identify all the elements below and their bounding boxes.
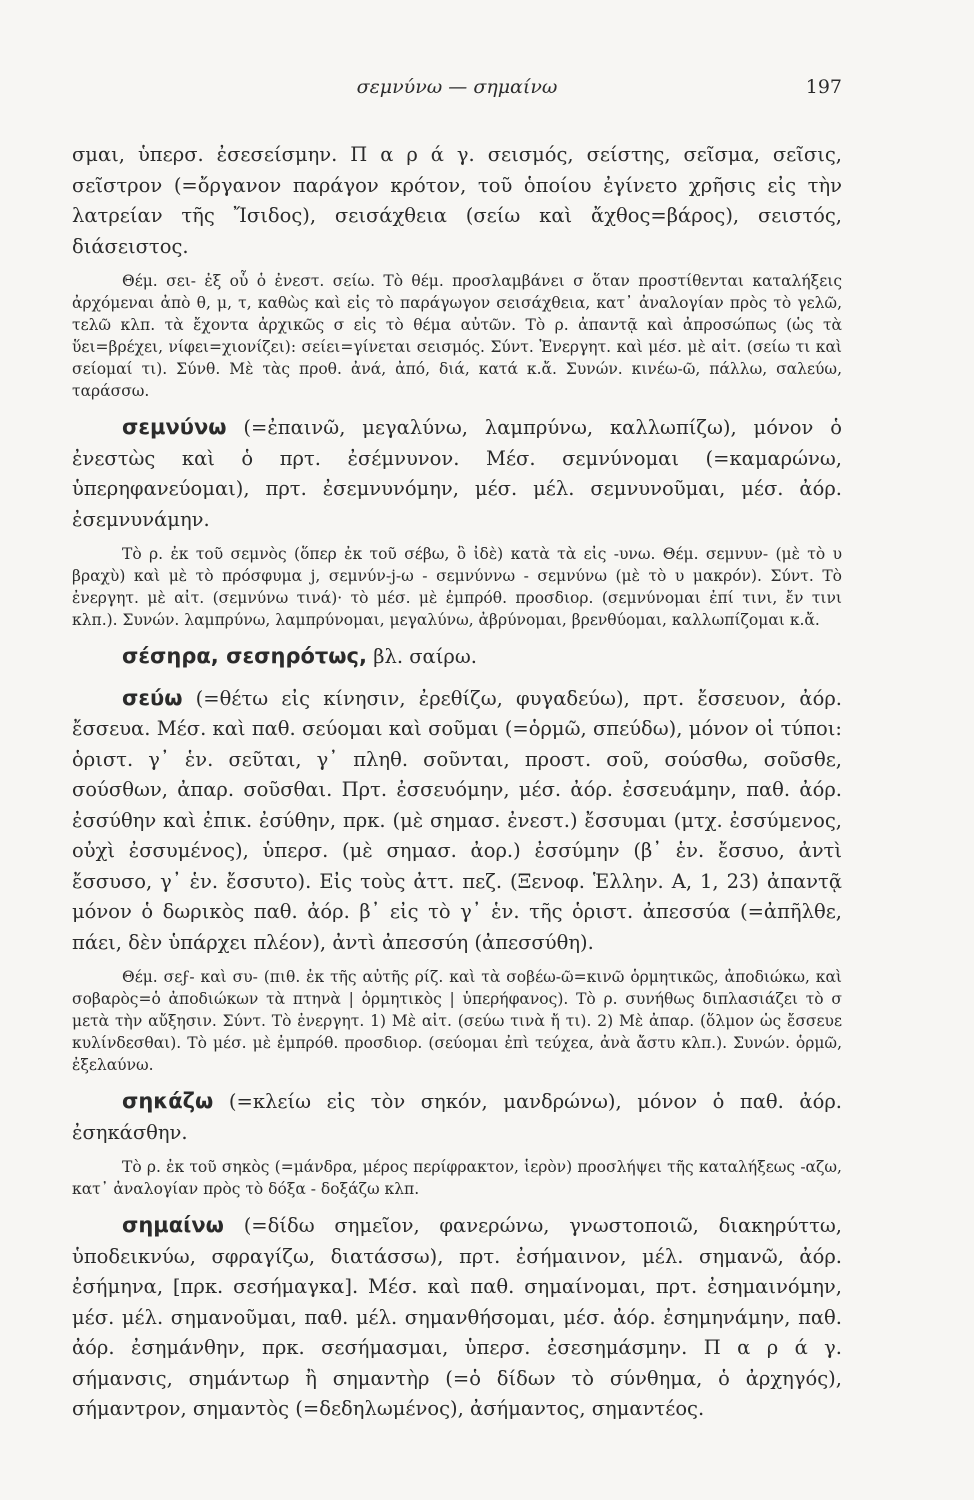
entry-definition: βλ. σαίρω. xyxy=(367,645,477,668)
dictionary-entry xyxy=(72,683,842,959)
running-title: σεμνύνω — σημαίνω xyxy=(356,76,558,98)
entry-headword: σηκάζω xyxy=(122,1089,214,1113)
entry-headword: σημαίνω xyxy=(122,1213,224,1237)
dictionary-entry xyxy=(72,1210,842,1425)
entry-definition: (=δίδω σημεῖον, φανερώνω, γνωστοποιῶ, διακηρύττω, ὑποδεικνύω, σφραγίζω, διατάσσω), πρτ. ἐσήμαινον, μέλ. σημανῶ, ἀόρ. ἐσήμηνα, [πρκ. σεσήμαγκα]. Μέσ. καὶ παθ. σημαίνομαι, πρτ. ἐσημαινόμην, μέσ. μέλ. σημανοῦμαι, παθ. μέλ. σημανθήσομαι, μέσ. ἀόρ. ἐσημηνάμην, παθ. ἀόρ. ἐσημάνθην, πρκ. σεσήμασμαι, ὑπερσ. ἐσεσημάσμην. Π α ρ ά γ. σήμανσις, σημάντωρ ἢ σημαντὴρ (=ὁ δίδων τὸ σύνθημα, ὁ ἀρχηγός), σήμαντρον, σημαντὸς (=δεδηλωμένος), ἀσήμαντος, σημαντέος. xyxy=(72,1214,842,1420)
entry-definition: (=κλείω εἰς τὸν σηκόν, μανδρώνω), μόνον ὁ παθ. ἀόρ. ἐσηκάσθην. xyxy=(72,1090,842,1144)
etymology-note: Τὸ ρ. ἐκ τοῦ σεμνὸς (ὅπερ ἐκ τοῦ σέβω, ὃ ἰδὲ) κατὰ τὰ εἰς -υνω. Θέμ. σεμνυν- (μὲ τὸ υ βραχὺ) καὶ μὲ τὸ πρόσφυμα j, σεμνύν-j-ω - σεμνύννω - σεμνύνω (μὲ τὸ υ μακρόν). Σύντ. Τὸ ἐνεργητ. μὲ αἰτ. (σεμνύνω τινά)· τὸ μέσ. μὲ ἐμπρόθ. προσδιορ. (σεμνύνομαι ἐπί τινι, ἔν τινι κλπ.). Συνών. λαμπρύνω, λαμπρύνομαι, μεγαλύνω, ἀβρύνομαι, βρενθύομαι, καλλωπίζομαι κ.ἄ. xyxy=(72,545,842,629)
page-body xyxy=(72,140,842,1425)
etymology-note: Θέμ. σει- ἐξ οὗ ὁ ἐνεστ. σείω. Τὸ θέμ. προσλαμβάνει σ ὅταν προστίθενται καταλήξεις ἀρχόμεναι ἀπὸ θ, μ, τ, καθὼς καὶ εἰς τὸ παράγωγον σεισάχθεια, κατ᾿ ἀναλογίαν πρὸς τὸ γελῶ, τελῶ κλπ. τὰ ἔχοντα ἀρχικῶς σ εἰς τὸ θέμα αὐτῶν. Τὸ ρ. ἀπαντᾷ καὶ ἀπροσώπως (ὡς τὰ ὕει=βρέχει, νίφει=χιονίζει): σείει=γίνεται σεισμός. Σύντ. Ἐνεργητ. καὶ μέσ. μὲ αἰτ. (σείω τι καὶ σείομαί τι). Σύνθ. Μὲ τὰς προθ. ἀνά, ἀπό, διά, κατά κ.ἄ. Συνών. κινέω-ῶ, πάλλω, σαλεύω, ταράσσω. xyxy=(72,272,842,400)
continuation-paragraph: σμαι, ὑπερσ. ἐσεσείσμην. Π α ρ ά γ. σεισμός, σείστης, σεῖσμα, σεῖσις, σεῖστρον (=ὄργανον παράγον κρότον, τοῦ ὁποίου ἐγίνετο χρῆσις εἰς τὴν λατρείαν τῆς Ἴσιδος), σεισάχθεια (σείω καὶ ἄχθος=βάρος), σειστός, διάσειστος. xyxy=(72,143,842,258)
entry-definition: (=ἐπαινῶ, μεγαλύνω, λαμπρύνω, καλλωπίζω), μόνον ὁ ἐνεστὼς καὶ ὁ πρτ. ἐσέμνυνον. Μέσ. σεμνύνομαι (=καμαρώνω, ὑπερηφανεύομαι), πρτ. ἐσεμνυνόμην, μέσ. μέλ. σεμνυνοῦμαι, μέσ. ἀόρ. ἐσεμνυνάμην. xyxy=(72,416,842,531)
dictionary-entry xyxy=(72,1086,842,1148)
page-number: 197 xyxy=(805,76,842,98)
etymology-note: Τὸ ρ. ἐκ τοῦ σηκὸς (=μάνδρα, μέρος περίφρακτον, ἱερὸν) προσλήψει τῆς καταλήξεως -αζω, κατ᾿ ἀναλογίαν πρὸς τὸ δόξα - δοξάζω κλπ. xyxy=(72,1158,842,1198)
dictionary-entry xyxy=(72,412,842,535)
dictionary-entry xyxy=(72,641,842,673)
entry-headword: σέσηρα, σεσηρότως, xyxy=(122,644,367,668)
entry-headword: σεύω xyxy=(122,685,183,710)
etymology-note: Θέμ. σεϝ- καὶ συ- (πιθ. ἐκ τῆς αὐτῆς ρίζ. καὶ τὰ σοβέω-ῶ=κινῶ ὁρμητικῶς, ἀποδιώκω, καὶ σοβαρὸς=ὁ ἀποδιώκων τὰ πτηνὰ | ὁρμητικὸς | ὑπερήφανος). Τὸ ρ. συνήθως διπλασιάζει τὸ σ μετὰ τὴν αὔξησιν. Σύντ. Τὸ ἐνεργητ. 1) Μὲ αἰτ. (σεύω τινὰ ἤ τι). 2) Μὲ ἀπαρ. (ὅλμον ὡς ἔσσευε κυλίνδεσθαι). Τὸ μέσ. μὲ ἐμπρόθ. προσδιορ. (σεύομαι ἐπὶ τεύχεα, ἀνὰ ἄστυ κλπ.). Συνών. ὁρμῶ, ἐξελαύνω. xyxy=(72,968,842,1074)
entry-definition: (=θέτω εἰς κίνησιν, ἐρεθίζω, φυγαδεύω), πρτ. ἔσσευον, ἀόρ. ἔσσευα. Μέσ. καὶ παθ. σεύομαι καὶ σοῦμαι (=ὁρμῶ, σπεύδω), μόνον οἱ τύποι: ὁριστ. γ᾿ ἑν. σεῦται, γ᾿ πληθ. σοῦνται, προστ. σοῦ, σούσθω, σοῦσθε, σούσθων, ἀπαρ. σοῦσθαι. Πρτ. ἐσσευόμην, μέσ. ἀόρ. ἐσσευάμην, παθ. ἀόρ. ἐσσύθην καὶ ἐπικ. ἐσύθην, πρκ. (μὲ σημασ. ἐνεστ.) ἔσσυμαι (μτχ. ἐσσύμενος, οὐχὶ ἐσσυμένος), ὑπερσ. (μὲ σημασ. ἀορ.) ἐσσύμην (β᾿ ἑν. ἔσσυο, ἀντὶ ἔσσυσο, γ᾿ ἑν. ἔσσυτο). Εἰς τοὺς ἀττ. πεζ. (Ξενοφ. Ἑλλην. Α, 1, 23) ἀπαντᾷ μόνον ὁ δωρικὸς παθ. ἀόρ. β᾿ εἰς τὸ γ᾿ ἑν. τῆς ὁριστ. ἀπεσσύα (=ἀπῆλθε, πάει, δὲν ὑπάρχει πλέον), ἀντὶ ἀπεσσύη (ἀπεσσύθη). xyxy=(72,686,842,954)
page-header xyxy=(72,76,842,106)
entry-headword: σεμνύνω xyxy=(122,415,227,439)
